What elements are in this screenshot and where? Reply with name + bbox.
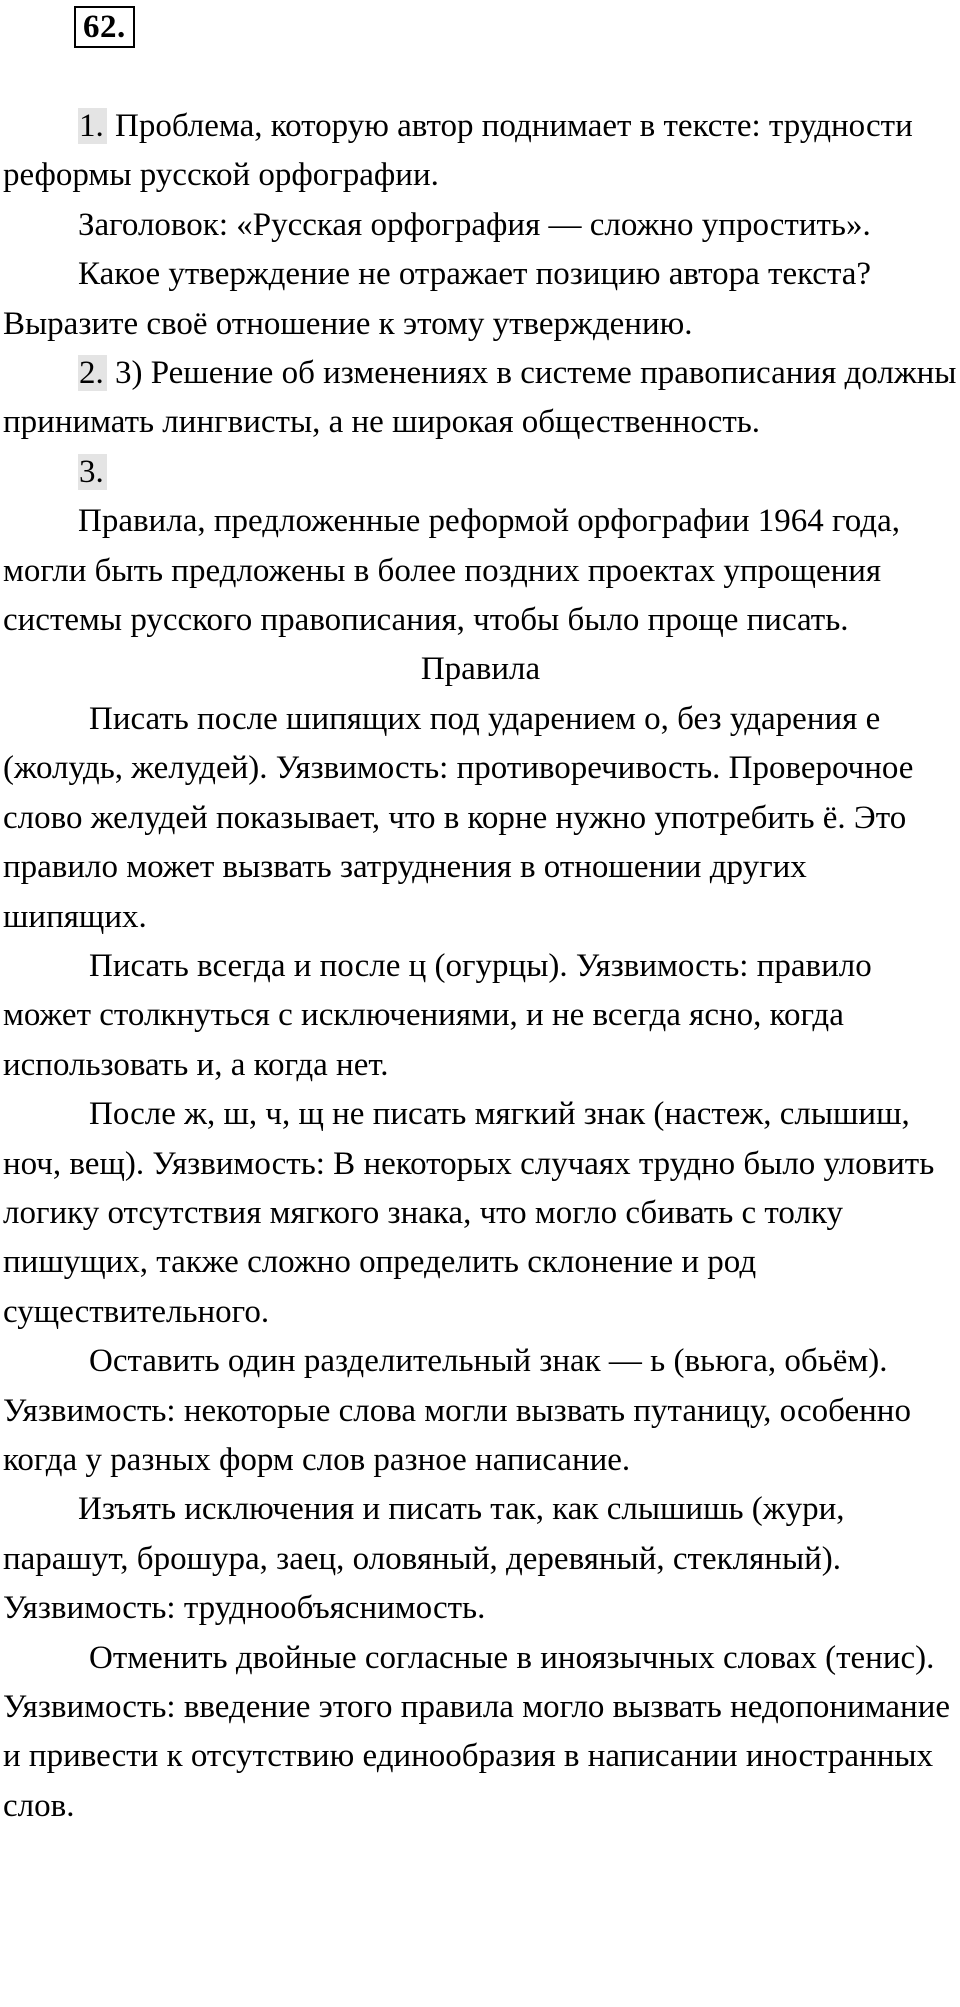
item-3-marker: 3. bbox=[78, 454, 107, 490]
item-3-intro: Правила, предложенные реформой орфографии 1964 года, могли быть предложены в более поздних проектах упрощения системы русского правописания, чтобы было проще писать. bbox=[3, 503, 900, 639]
rule-paragraph: Отменить двойные согласные в иноязычных словах (тенис). Уязвимость: введение этого правила могло вызвать недопонимание и привести к отсутствию единообразия в написании иностранных слов. bbox=[3, 1639, 951, 1824]
rule-paragraph: Писать после шипящих под ударением о, без ударения е (жолудь, желудей). Уязвимость: противоречивость. Проверочное слово желудей показывает, что в корне нужно употребить ё. Это правило может вызвать затруднения в отношении других шипящих. bbox=[3, 700, 914, 935]
item-3-marker-line bbox=[3, 448, 958, 497]
rule-paragraph: Изъять исключения и писать так, как слышишь (жури, парашут, брошура, заец, оловяный, деревяный, стекляный). Уязвимость: труднообъяснимость. bbox=[3, 1491, 845, 1627]
rule-paragraph: Оставить один разделительный знак — ь (вьюга, обьём). Уязвимость: некоторые слова могли вызвать путаницу, особенно когда у разных форм слов разное написание. bbox=[3, 1343, 911, 1478]
answer-text bbox=[3, 102, 958, 1831]
item-1-title-line: Заголовок: «Русская орфография — сложно упростить». bbox=[78, 206, 871, 243]
task-number-box: 62. bbox=[74, 6, 135, 48]
item-2-paragraph bbox=[3, 349, 958, 448]
rules-heading: Правила bbox=[420, 651, 541, 688]
item-1-text: Проблема, которую автор поднимает в тексте: трудности реформы русской орфографии. bbox=[3, 108, 913, 194]
item-1-question: Какое утверждение не отражает позицию автора текста? Выразите своё отношение к этому утверждению. bbox=[3, 256, 872, 342]
rule-paragraph: После ж, ш, ч, щ не писать мягкий знак (настеж, слышиш, ноч, вещ). Уязвимость: В некоторых случаях трудно было уловить логику отсутствия мягкого знака, что могло сбивать с толку пишущих, также сложно определить склонение и род существительного. bbox=[3, 1096, 935, 1330]
item-1-marker: 1. bbox=[78, 108, 107, 144]
item-2-text: 3) Решение об изменениях в системе правописания должны принимать лингвисты, а не широкая общественность. bbox=[3, 355, 957, 441]
item-1-paragraph bbox=[3, 102, 958, 201]
rule-paragraph: Писать всегда и после ц (огурцы). Уязвимость: правило может столкнуться с исключениями, и не всегда ясно, когда использовать и, а когда нет. bbox=[3, 947, 872, 1083]
item-2-marker: 2. bbox=[78, 355, 107, 391]
